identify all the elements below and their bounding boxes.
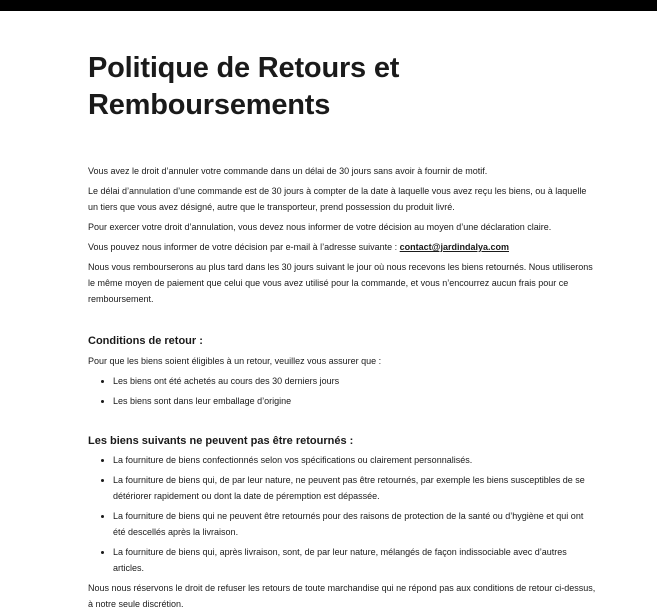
intro-paragraph: Pour exercer votre droit d’annulation, vous devez nous informer de votre décision au moyen d’une déclaration claire.	[88, 222, 552, 232]
conditions-list	[88, 373, 596, 409]
list-item: • La fourniture de biens qui, de par leur nature, ne peuvent pas être retournés, par exemple les biens susceptibles de se détériorer rapidement ou dont la date de péremption est dépassée.	[113, 472, 596, 504]
list-item: • Les biens ont été achetés au cours des 30 derniers jours	[113, 373, 596, 389]
conditions-heading: Conditions de retour :	[88, 335, 203, 347]
list-item: • La fourniture de biens qui, après livraison, sont, de par leur nature, mélangés de façon indissociable avec d’autres articles.	[113, 544, 596, 576]
list-item: • La fourniture de biens qui ne peuvent être retournés pour des raisons de protection de la santé ou d’hygiène et qui ont été descellés après la livraison.	[113, 508, 596, 540]
closing-paragraph: Nous nous réservons le droit de refuser les retours de toute marchandise qui ne répond pas aux conditions de retour ci-dessus, à notre seule discrétion.	[88, 583, 596, 609]
email-paragraph	[88, 239, 596, 255]
conditions-intro: Pour que les biens soient éligibles à un retour, veuillez vous assurer que :	[88, 356, 382, 366]
list-item: • La fourniture de biens confectionnés selon vos spécifications ou clairement personnalisés.	[113, 452, 596, 468]
top-bar	[0, 0, 657, 11]
exclusions-heading: Les biens suivants ne peuvent pas être retournés :	[88, 435, 354, 447]
policy-content	[88, 50, 596, 616]
email-text: Vous pouvez nous informer de votre décision par e-mail à l’adresse suivante :	[88, 242, 400, 252]
email-link[interactable]: contact@jardindalya.com	[399, 242, 509, 252]
refund-paragraph: Nous vous rembourserons au plus tard dans les 30 jours suivant le jour où nous recevons les biens retournés. Nous utiliserons le même moyen de paiement que celui que vous avez utilisé pour la commande, et vous n’encourrez aucun frais pour ce remboursement.	[88, 262, 593, 304]
intro-paragraph: Vous avez le droit d’annuler votre commande dans un délai de 30 jours sans avoir à fournir de motif.	[88, 166, 488, 176]
intro-paragraph: Le délai d’annulation d’une commande est de 30 jours à compter de la date à laquelle vous avez reçu les biens, ou à laquelle un tiers que vous avez désigné, autre que le transporteur, prend possession du produit livré.	[88, 186, 587, 212]
exclusions-list	[88, 452, 596, 576]
list-item: • Les biens sont dans leur emballage d’origine	[113, 393, 596, 409]
page-title: Politique de Retours et Remboursements	[88, 52, 400, 121]
